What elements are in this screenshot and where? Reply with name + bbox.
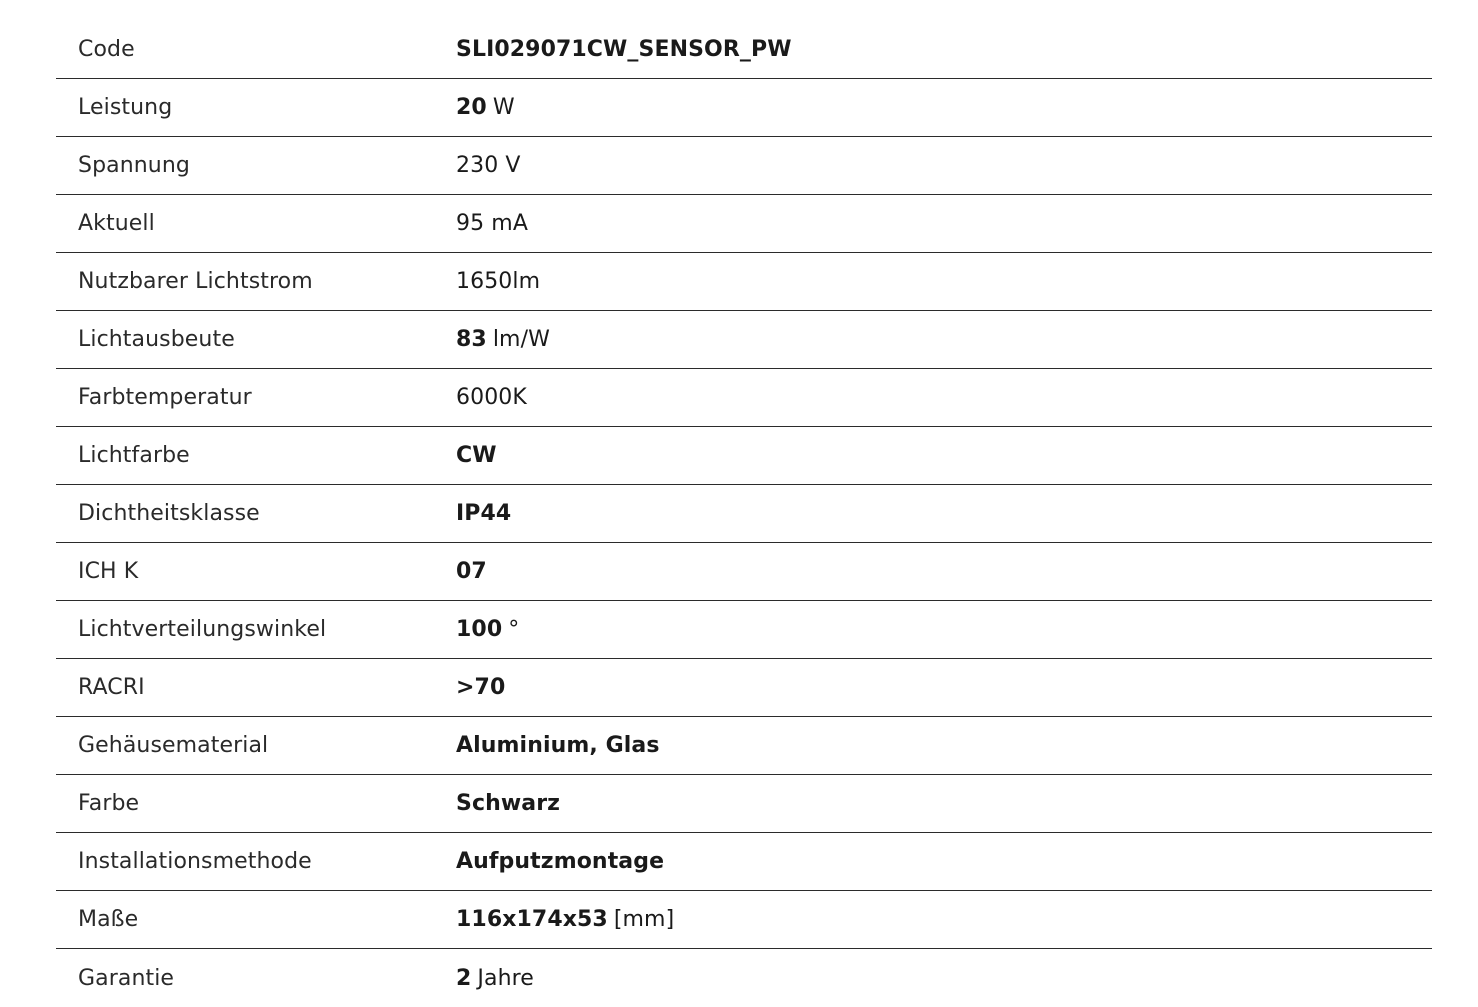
spec-value-number: Schwarz xyxy=(456,791,561,816)
spec-row-aktuell xyxy=(56,195,1432,253)
spec-row-farbe xyxy=(56,775,1432,833)
spec-label: Garantie xyxy=(78,965,175,991)
spec-label: Spannung xyxy=(78,153,190,178)
spec-label: Aktuell xyxy=(78,211,155,236)
spec-row-masse xyxy=(56,891,1432,949)
spec-value-number: SLI029071CW_SENSOR_PW xyxy=(456,37,792,62)
spec-value-number: Aufputzmontage xyxy=(456,849,665,874)
spec-value-unit: 6000K xyxy=(456,385,527,410)
spec-label: Installationsmethode xyxy=(78,849,312,874)
spec-value xyxy=(456,501,1432,526)
spec-value-unit: 230 V xyxy=(456,153,521,178)
spec-row-farbtemperatur xyxy=(56,369,1432,427)
spec-value xyxy=(456,269,1432,294)
spec-label: Code xyxy=(78,37,135,62)
spec-value xyxy=(456,733,1432,758)
spec-row-lichtausbeute xyxy=(56,311,1432,369)
spec-value-number: 116x174x53 xyxy=(456,907,608,932)
spec-label: Nutzbarer Lichtstrom xyxy=(78,269,313,294)
spec-row-racri xyxy=(56,659,1432,717)
spec-value xyxy=(456,966,1432,991)
spec-value-unit: Jahre xyxy=(477,965,534,991)
spec-label: RACRI xyxy=(78,675,145,700)
spec-value xyxy=(456,37,1432,62)
spec-label: Gehäusematerial xyxy=(78,733,269,758)
spec-value-unit: [mm] xyxy=(613,907,675,932)
spec-value-number: Aluminium, Glas xyxy=(456,733,660,758)
spec-value xyxy=(456,907,1432,932)
spec-value xyxy=(456,385,1432,410)
spec-label: Farbtemperatur xyxy=(78,385,252,410)
spec-row-spannung xyxy=(56,137,1432,195)
spec-row-dichtheitsklasse xyxy=(56,485,1432,543)
spec-value-number: >70 xyxy=(456,675,506,700)
spec-value-unit: ° xyxy=(508,617,520,642)
spec-value xyxy=(456,617,1432,642)
spec-value xyxy=(456,791,1432,816)
spec-value xyxy=(456,849,1432,874)
spec-row-installationsmethode xyxy=(56,833,1432,891)
spec-label: Lichtfarbe xyxy=(78,443,190,468)
spec-value xyxy=(456,211,1432,236)
spec-value-number: IP44 xyxy=(456,501,512,526)
spec-label: Lichtverteilungswinkel xyxy=(78,617,327,642)
spec-label: ICH K xyxy=(78,559,139,584)
spec-row-garantie xyxy=(56,949,1432,1007)
spec-value xyxy=(456,443,1432,468)
spec-row-code xyxy=(56,21,1432,79)
spec-row-gehaeusematerial xyxy=(56,717,1432,775)
spec-label: Dichtheitsklasse xyxy=(78,501,260,526)
spec-row-leistung xyxy=(56,79,1432,137)
spec-value-number: 2 xyxy=(456,965,472,991)
spec-value-number: CW xyxy=(456,443,497,468)
spec-row-ich-k xyxy=(56,543,1432,601)
spec-value-unit: lm/W xyxy=(492,327,550,352)
spec-value-number: 100 xyxy=(456,617,503,642)
spec-value-number: 83 xyxy=(456,327,487,352)
spec-value xyxy=(456,559,1432,584)
spec-value xyxy=(456,327,1432,352)
spec-value xyxy=(456,95,1432,120)
spec-label: Farbe xyxy=(78,791,140,816)
spec-label: Leistung xyxy=(78,95,173,120)
spec-row-lichtverteilungswinkel xyxy=(56,601,1432,659)
spec-value-unit: 95 mA xyxy=(456,211,528,236)
spec-table xyxy=(56,21,1432,1007)
spec-value xyxy=(456,153,1432,178)
spec-value xyxy=(456,675,1432,700)
spec-value-unit: W xyxy=(492,95,515,120)
spec-row-lichtfarbe xyxy=(56,427,1432,485)
spec-value-unit: 1650lm xyxy=(456,269,541,294)
spec-value-number: 07 xyxy=(456,559,487,584)
spec-label: Maße xyxy=(78,907,139,932)
spec-label: Lichtausbeute xyxy=(78,327,235,352)
spec-row-lichtstrom xyxy=(56,253,1432,311)
spec-value-number: 20 xyxy=(456,95,487,120)
